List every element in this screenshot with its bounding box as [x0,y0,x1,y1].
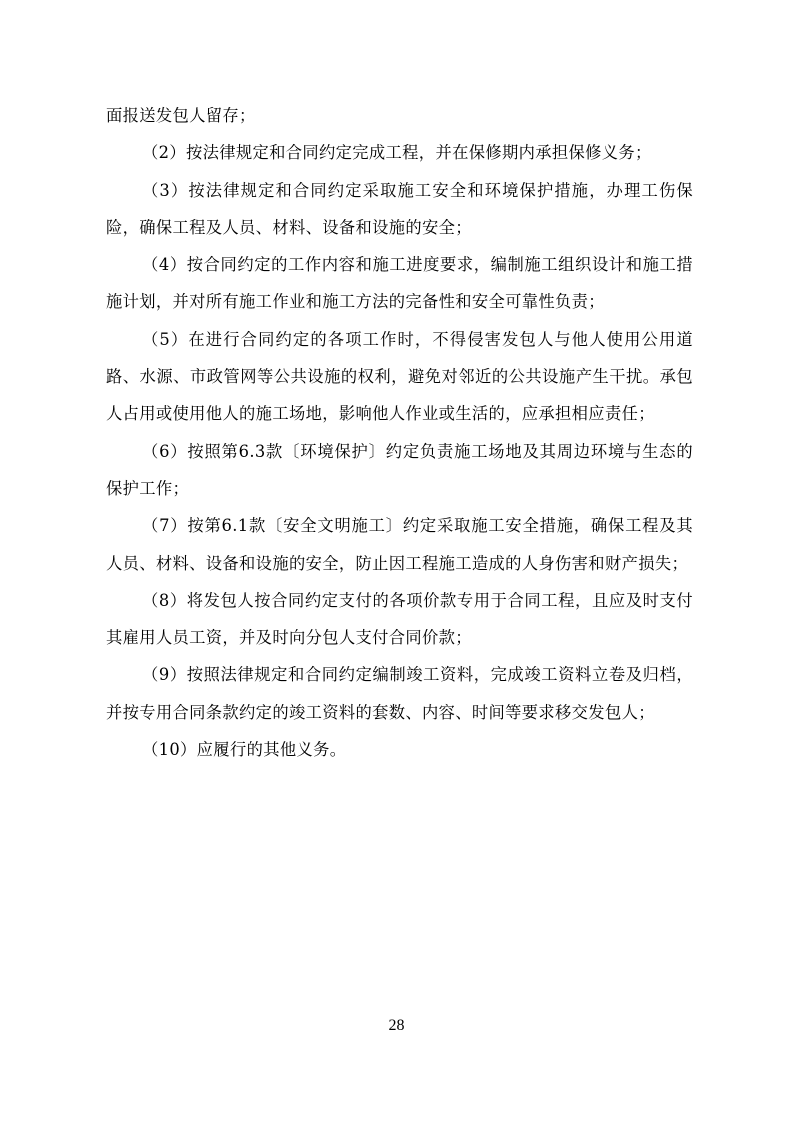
paragraph-item-2: （2）按法律规定和合同约定完成工程，并在保修期内承担保修义务； [142,143,652,163]
paragraph-item-5: （5）在进行合同约定的各项工作时，不得侵害发包人与他人使用公用道路、水源、市政管网等公共设施的权利，避免对邻近的公共设施产生干扰。承包人占用或使用他人的施工场地，影响他人作业或生活的，应承担相应责任； [106,329,693,424]
paragraph-continuation: 面报送发包人留存； [106,106,256,125]
paragraph-item-9: （9）按照法律规定和合同约定编制竣工资料，完成竣工资料立卷及归档，并按专用合同条款约定的竣工资料的套数、内容、时间等要求移交发包人； [106,665,693,722]
paragraph-item-8: （8）将发包人按合同约定支付的各项价款专用于合同工程，且应及时支付其雇用人员工资，并及时向分包人支付合同价款； [106,590,693,648]
paragraph-item-3: （3）按法律规定和合同约定采取施工安全和环境保护措施，办理工伤保险，确保工程及人员、材料、设备和设施的安全； [106,180,693,237]
paragraph-item-6: （6）按照第6.3款〔环境保护〕约定负责施工场地及其周边环境与生态的保护工作； [106,441,693,498]
body-text [106,97,693,768]
paragraph-item-10: （10）应履行的其他义务。 [142,740,347,760]
paragraph-item-4: （4）按合同约定的工作内容和施工进度要求，编制施工组织设计和施工措施计划，并对所有施工作业和施工方法的完备性和安全可靠性负责； [106,255,693,312]
page-number: 28 [388,1017,405,1034]
paragraph-item-7: （7）按第6.1款〔安全文明施工〕约定采取施工安全措施，确保工程及其人员、材料、设备和设施的安全，防止因工程施工造成的人身伤害和财产损失； [106,516,693,573]
